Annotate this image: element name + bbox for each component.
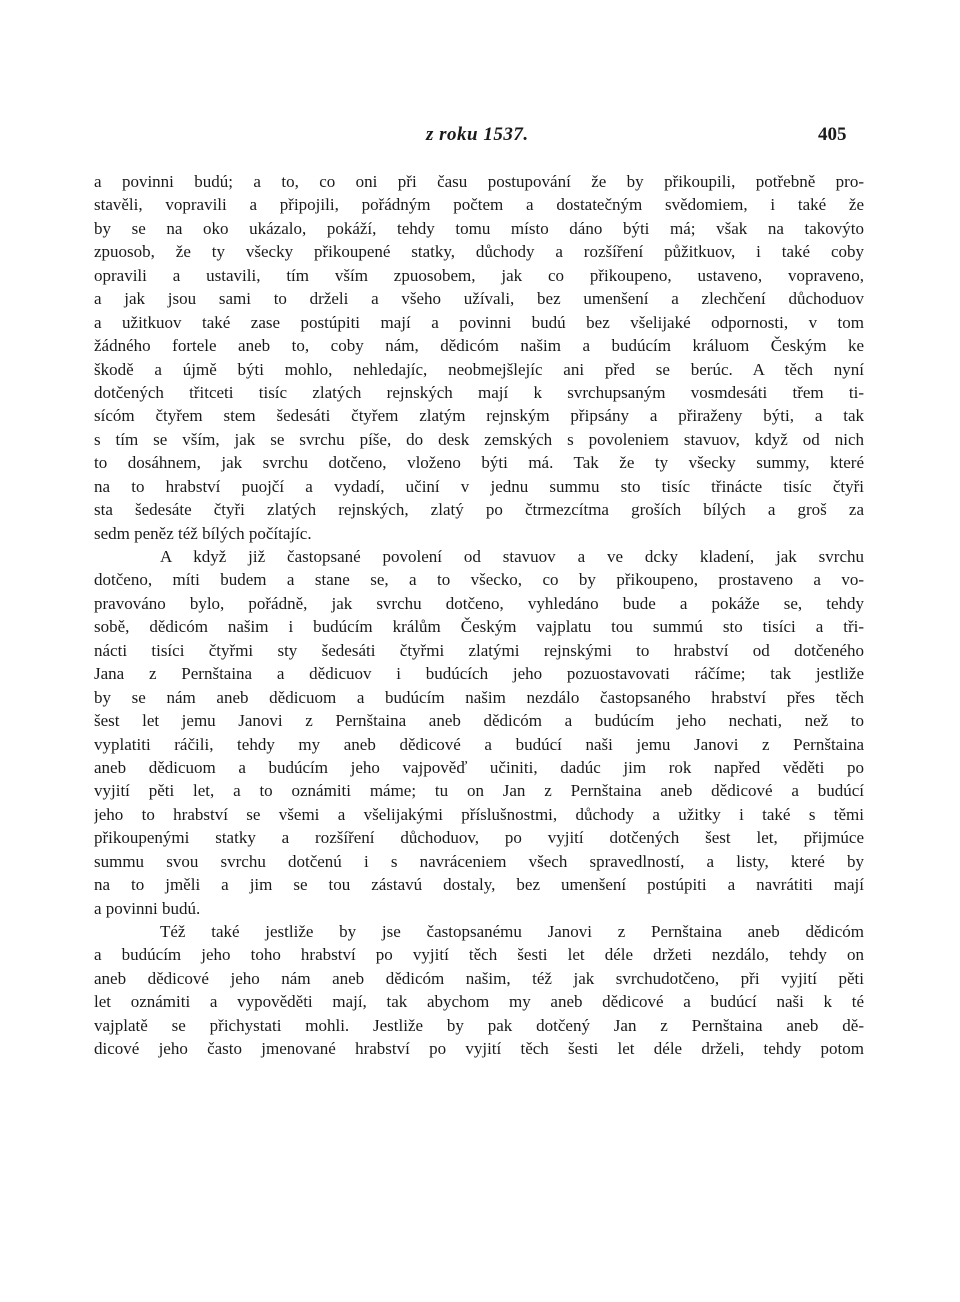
text-line: aneb dědicové jeho nám aneb dědicóm našim, též jak svrchudotčeno, při vyjití pěti [94,968,864,988]
text-line: nácti tisíci čtyřmi sty šedesáti čtyřmi zlatými rejnskými to hrabství od dotčeného [94,640,864,660]
text-line: Jana z Pernštaina a dědicuov i budúcích jeho pozuostavovati ráčíme; tak jestliže [94,664,864,684]
text-line: a povinni budú. [94,898,201,918]
text-line: A když již častopsané povolení od stavuov a ve dcky kladení, jak svrchu [160,547,864,566]
text-line: opravili a ustavili, tím vším zpuosobem, jak co přikoupeno, ustaveno, vopraveno, [94,265,864,285]
paragraph-2 [94,545,864,920]
text-line: dotčených třitceti tisíc zlatých rejnských mají k svrchupsaným vosmdesáti třem ti- [94,382,864,402]
text-line: by se na oko ukázalo, pokáží, tehdy tomu místo dáno býti má; však na takovýto [94,218,864,238]
body-text [94,170,864,1061]
paragraph-3 [94,920,864,1061]
text-line: žádného fortele aneb to, coby nám, dědicóm našim a budúcím králuom Českým ke [94,336,864,356]
text-line: sícóm čtyřem stem šedesáti čtyřem zlatým rejnským připsány a přiraženy býti, a tak [94,406,864,426]
text-line: by se nám aneb dědicuom a budúcím našim nezdálo častopsaného hrabství přes těch [94,687,864,707]
text-line: škodě a újmě býti mohlo, nehledajíc, neobmejšlejíc ani před se berúc. A těch nyní [94,359,864,379]
text-line: a užitkuov také zase postúpiti mají a povinni budú bez všelijaké odpornosti, v tom [94,312,864,332]
text-line: sedm peněz též bílých počítajíc. [94,523,312,543]
text-line: dicové jeho často jmenované hrabství po vyjití těch šesti let déle drželi, tehdy potom [94,1039,864,1059]
text-line: a povinni budú; a to, co oni při času postupování že by přikoupili, potřebně pro- [94,172,864,191]
text-line: sta šedesáte čtyři zlatých rejnských, zlatý po čtrmezcítma groších bílých a groš za [94,500,864,520]
text-line: aneb dědicuom a budúcím jeho vajpověď učiniti, dadúc jim rok napřed věděti po [94,757,864,777]
text-line: vajplatě se přichystati mohli. Jestliže by pak dotčený Jan z Pernštaina aneb dě- [94,1015,864,1035]
text-line: na to hrabství puojčí a vydadí, učiní v jednu summu sto tisíc třinácte tisíc čtyři [94,476,864,496]
paragraph-1 [94,170,864,545]
text-line: jeho to hrabství se všemi a všelijakými příslušnostmi, důchody a užitky i také s těmi [94,804,864,824]
text-line: s tím se vším, jak se svrchu píše, do desk zemských s povoleniem stavuov, když od nich [94,429,864,449]
text-line: zpuosob, že ty všecky přikoupené statky, důchody a rozšíření půžitkuov, i také coby [94,242,864,262]
text-line: pravováno bylo, pořádně, jak svrchu dotčeno, vyhledáno bude a pokáže se, tehdy [94,593,864,613]
text-line: přikoupenými statky a rozšíření důchoduov, po vyjití dotčených šest let, přijmúce [94,828,864,848]
text-line: dotčeno, míti budem a stane se, a to všecko, co by přikoupeno, prostaveno a vo- [94,570,864,590]
text-line: vyjití pěti let, a to oznámiti máme; tu on Jan z Pernštaina aneb dědicové a budúcí [94,781,864,801]
text-line: let oznámiti a vypověděti mají, tak abychom my aneb dědicové a budúcí naši k té [94,992,864,1012]
text-line: stavěli, vopravili a připojili, pořádným počtem a dostatečným svědomiem, i také že [94,195,864,215]
page-number: 405 [818,124,847,145]
running-head: z roku 1537. [426,124,529,145]
text-line: vyplatiti ráčili, tehdy my aneb dědicové a budúcí naši jemu Janovi z Pernštaina [94,734,864,754]
text-line: summu svou svrchu dotčenú i s navráceniem všech spravedlností, a listy, které by [94,851,864,871]
text-line: šest let jemu Janovi z Pernštaina aneb dědicóm a budúcím jeho nechati, než to [94,711,864,731]
text-line: sobě, dědicóm našim i budúcím králům Českým vajplatu tou summú sto tisíci a tři- [94,617,864,637]
text-line: Též také jestliže by jse častopsanému Janovi z Pernštaina aneb dědicóm [160,922,864,941]
text-line: a budúcím jeho toho hrabství po vyjití těch šesti let déle držeti nezdálo, tehdy on [94,945,864,965]
text-line: to dosáhnem, jak svrchu dotčeno, vloženo býti má. Tak že ty všecky summy, které [94,453,864,473]
text-line: na to jměli a jim se tou zástavú dostaly, bez umenšení postúpiti a navrátiti mají [94,875,864,895]
text-line: a jak jsou sami to drželi a všeho užívali, bez umenšení a zlechčení důchoduov [94,289,864,309]
